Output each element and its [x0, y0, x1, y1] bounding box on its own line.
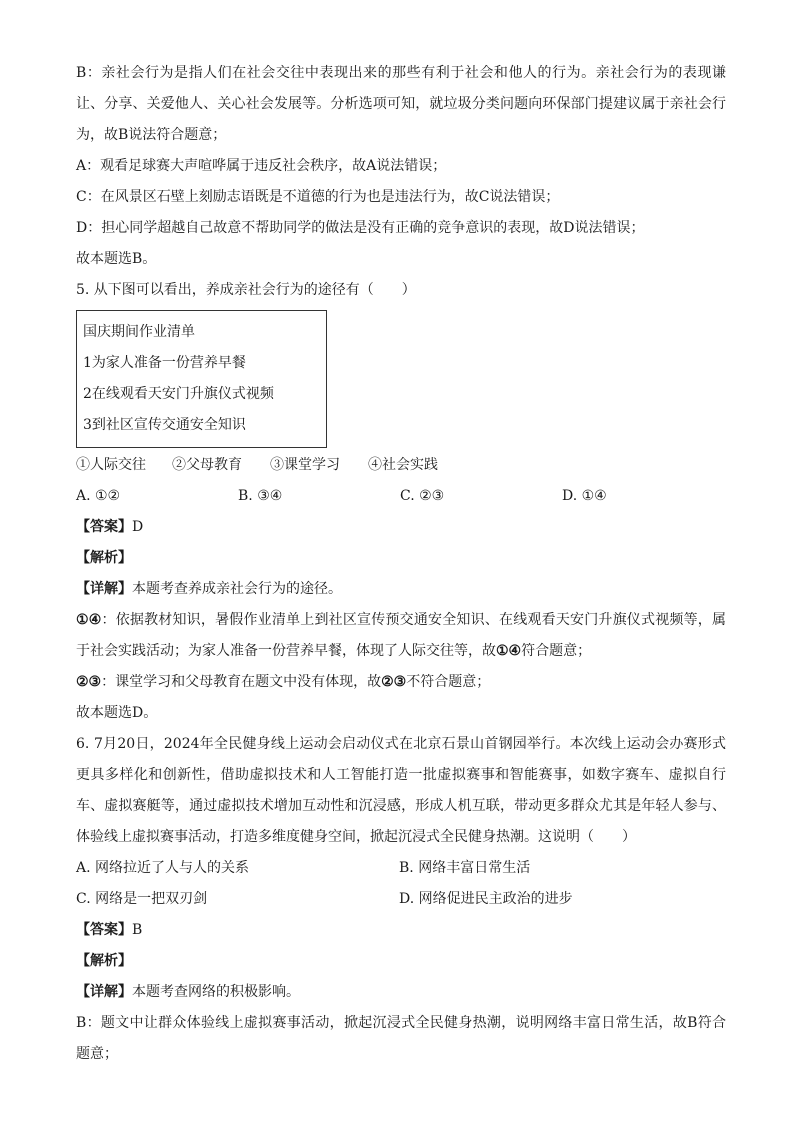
q5-detail	[76, 574, 726, 605]
q6-options-row	[76, 884, 726, 915]
q5-box-item: 3到社区宣传交通安全知识	[83, 417, 246, 433]
q5-answer	[76, 512, 726, 543]
q6-option-d: D. 网络促进民主政治的进步	[399, 891, 573, 907]
q5-analysis-tag: 【解析】	[76, 550, 132, 566]
text: 不符合题意；	[406, 674, 491, 690]
q5-option-b: B. ③④	[238, 488, 283, 504]
document-page	[76, 58, 726, 1070]
answer-tag: 【答案】	[76, 922, 132, 938]
text: ：依据教材知识，暑假作业清单上到社区宣传预交通安全知识、在线观看天安门升旗仪式视频等，属于社会实践活动；为家人准备一份营养早餐，体现了人际交往等，故	[76, 612, 726, 659]
q5-statement: ④社会实践	[368, 457, 438, 473]
q4-option-a-explanation: A：观看足球赛大声喧哗属于违反社会秩序，故A说法错误；	[76, 158, 447, 174]
answer-value: D	[132, 519, 144, 535]
answer-tag: 【答案】	[76, 519, 132, 535]
label: ②③	[76, 674, 102, 690]
q6-option-c: C. 网络是一把双刃剑	[76, 891, 208, 907]
detail-tag: 【详解】	[76, 581, 132, 597]
q6-detail	[76, 977, 726, 1008]
q5-homework-list-box	[76, 310, 327, 448]
q6-option-b: B. 网络丰富日常生活	[399, 860, 531, 876]
q4-option-b-explanation: B：亲社会行为是指人们在社会交往中表现出来的那些有利于社会和他人的行为。亲社会行为的表现谦让、分享、关爱他人、关心社会发展等。分析选项可知，就垃圾分类问题向环保部门提建议属于亲社会行为，故B说法符合题意；	[76, 65, 726, 143]
q6-options-row	[76, 853, 726, 884]
q5-stem: 5. 从下图可以看出，养成亲社会行为的途径有（ ）	[76, 282, 416, 298]
q4-option-d-explanation: D：担心同学超越自己故意不帮助同学的做法是没有正确的竞争意识的表现，故D说法错误；	[76, 220, 645, 236]
q5-option-c: C. ②③	[400, 488, 445, 504]
q5-explanation-23	[76, 667, 726, 698]
label: ①④	[76, 612, 102, 628]
q5-box-item: 2在线观看天安门升旗仪式视频	[83, 386, 274, 402]
q5-options	[76, 481, 726, 512]
q5-statement: ①人际交往	[76, 457, 146, 473]
q5-statement: ②父母教育	[172, 457, 242, 473]
text: ：课堂学习和父母教育在题文中没有体现，故	[101, 674, 382, 690]
q5-option-a: A. ①②	[76, 488, 121, 504]
q4-conclusion: 故本题选B。	[76, 251, 157, 267]
q5-explanation-14	[76, 605, 726, 667]
q6-answer	[76, 915, 726, 946]
q6-analysis-tag: 【解析】	[76, 953, 132, 969]
q5-conclusion: 故本题选D。	[76, 705, 158, 721]
text: 符合题意；	[521, 643, 592, 659]
label: ②③	[381, 674, 407, 690]
q6-option-a: A. 网络拉近了人与人的关系	[76, 860, 250, 876]
detail-text: 本题考查养成亲社会行为的途径。	[132, 581, 342, 597]
detail-text: 本题考查网络的积极影响。	[132, 984, 300, 1000]
q6-stem: 6. 7月20日，2024年全民健身线上运动会启动仪式在北京石景山首钢园举行。本次线上运动会办赛形式更具多样化和创新性，借助虚拟技术和人工智能打造一批虚拟赛事和智能赛事，如数字赛车、虚拟自行车、虚拟赛艇等，通过虚拟技术增加互动性和沉浸感，形成人机互联，带动更多群众尤其是年轻人参与、体验线上虚拟赛事活动，打造多维度健身空间，掀起沉浸式全民健身热潮。这说明（ ）	[76, 736, 726, 845]
q5-statements	[76, 450, 726, 481]
answer-value: B	[132, 922, 143, 938]
q6-option-b-explanation: B：题文中让群众体验线上虚拟赛事活动，掀起沉浸式全民健身热潮，说明网络丰富日常生活，故B符合题意；	[76, 1015, 726, 1062]
label: ①④	[496, 643, 522, 659]
q5-option-d: D. ①④	[562, 488, 607, 504]
q5-statement: ③课堂学习	[270, 457, 340, 473]
q5-box-title: 国庆期间作业清单	[83, 324, 195, 340]
detail-tag: 【详解】	[76, 984, 132, 1000]
q4-option-c-explanation: C：在风景区石壁上刻励志语既是不道德的行为也是违法行为，故C说法错误；	[76, 189, 560, 205]
q5-box-item: 1为家人准备一份营养早餐	[83, 355, 246, 371]
